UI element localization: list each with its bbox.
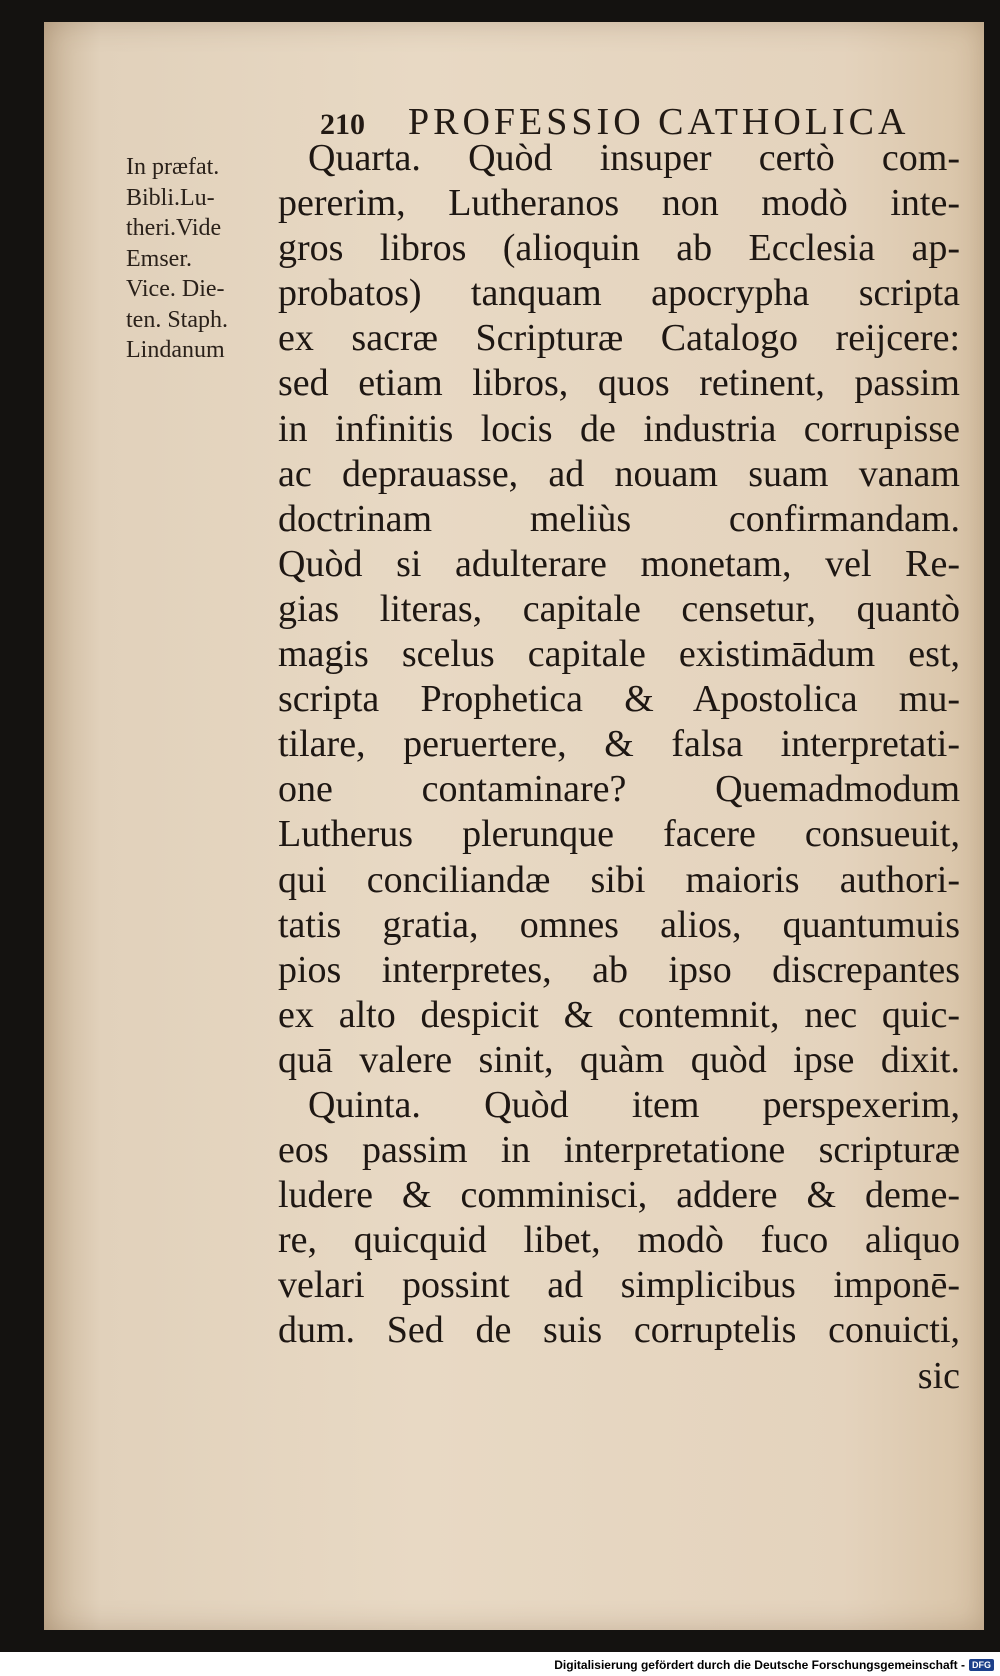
marginal-note-line: In præfat. xyxy=(126,154,220,180)
marginal-note-line: Bibli.Lu- xyxy=(126,184,215,211)
text-line: ac deprauasse, ad nouam suam vanam xyxy=(278,452,960,495)
dfg-logo-icon: DFG xyxy=(969,1659,994,1671)
text-line: re, quicquid libet, modò fuco aliquo xyxy=(278,1219,960,1262)
text-line: velari possint ad simplicibus imponē- xyxy=(278,1264,960,1307)
marginal-note-line: theri.Vide xyxy=(126,215,222,241)
text-line: qui conciliandæ sibi maioris authori- xyxy=(278,858,960,901)
text-line: Quinta. Quòd item perspexerim, xyxy=(308,1083,960,1126)
text-line: Quarta. Quòd insuper certò com- xyxy=(308,137,960,179)
text-line: eos passim in interpretatione scripturæ xyxy=(278,1129,960,1172)
text-line: one contaminare? Quemadmodum xyxy=(278,768,960,811)
text-line: probatos) tanquam apocrypha scripta xyxy=(278,272,960,315)
text-line: pios interpretes, ab ipso discrepantes xyxy=(278,948,960,991)
text-line: sed etiam libros, quos retinent, passim xyxy=(278,362,960,405)
text-line: Quòd si adulterare monetam, vel Re- xyxy=(278,542,960,585)
main-text xyxy=(278,136,960,1399)
marginal-note-line: ten. Staph. xyxy=(126,306,228,333)
text-line: ludere & comminisci, addere & deme- xyxy=(278,1174,960,1217)
text-line: dum. Sed de suis corruptelis conuicti, xyxy=(278,1309,960,1352)
text-line: magis scelus capitale existimādum est, xyxy=(278,633,960,676)
text-line: in infinitis locis de industria corrupisse xyxy=(278,407,960,450)
running-title: PROFESSIO CATHOLICA xyxy=(408,101,910,143)
text-line: gias literas, capitale censetur, quantò xyxy=(278,587,960,630)
text-line: ex sacræ Scripturæ Catalogo reijcere: xyxy=(278,317,960,360)
text-line: tilare, peruertere, & falsa interpretati- xyxy=(278,723,960,766)
text-line: ex alto despicit & contemnit, nec quic- xyxy=(278,993,960,1036)
catchword: sic xyxy=(917,1354,960,1397)
marginal-note xyxy=(126,152,276,366)
text-line: scripta Prophetica & Apostolica mu- xyxy=(278,678,960,721)
marginal-note-line: Lindanum xyxy=(126,337,225,363)
marginal-note-line: Vice. Die- xyxy=(126,276,225,302)
text-line: tatis gratia, omnes alios, quantumuis xyxy=(278,903,960,946)
text-line: pererim, Lutheranos non modò inte- xyxy=(278,182,960,225)
text-line: quā valere sinit, quàm quòd ipse dixit. xyxy=(278,1038,960,1081)
text-line: doctrinam meliùs confirmandam. xyxy=(278,497,960,540)
page-number: 210 xyxy=(320,108,365,141)
digitization-credit xyxy=(554,1658,994,1672)
text-line: gros libros (alioquin ab Ecclesia ap- xyxy=(278,227,960,270)
marginal-note-line: Emser. xyxy=(126,245,192,272)
credit-text: Digitalisierung gefördert durch die Deutsche Forschungsgemeinschaft - xyxy=(554,1658,965,1672)
text-line: Lutherus plerunque facere consueuit, xyxy=(278,813,960,856)
